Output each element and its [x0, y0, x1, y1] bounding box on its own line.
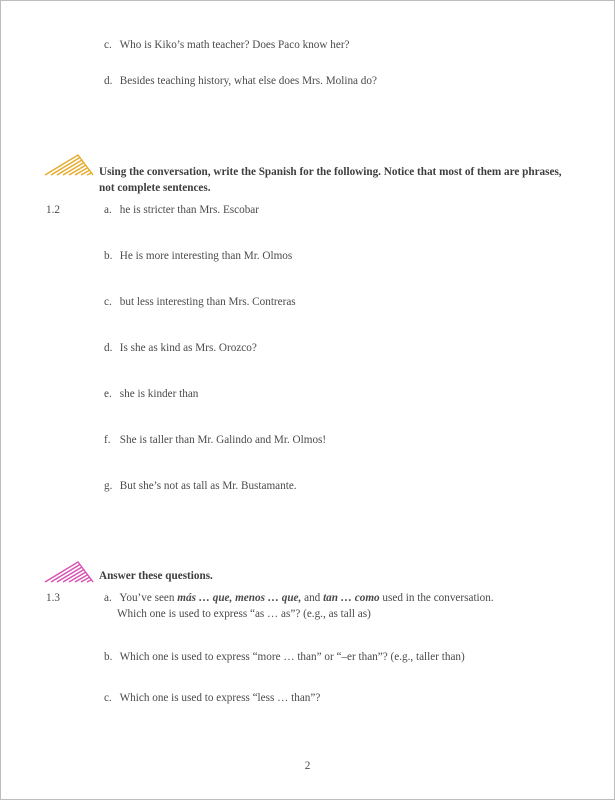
item-text: and — [301, 592, 324, 604]
item-letter: c. — [104, 296, 112, 308]
list-item — [104, 479, 297, 494]
page-number: 2 — [304, 760, 311, 772]
question-c — [104, 38, 350, 53]
item-text: But she’s not as tall as Mr. Bustamante. — [119, 480, 297, 492]
item-text: Who is Kiko’s math teacher? Does Paco know her? — [119, 39, 350, 51]
list-item — [104, 433, 326, 448]
item-letter: a. — [104, 204, 112, 216]
item-text: used in the conversation. — [379, 592, 494, 604]
item-text: she is kinder than — [119, 388, 199, 400]
item-letter: e. — [104, 388, 112, 400]
item-letter: c. — [104, 692, 112, 704]
list-item — [104, 387, 198, 402]
item-text: Besides teaching history, what else does Mrs. Molina do? — [119, 75, 377, 87]
exercise-1-2-instruction: Using the conversation, write the Spanish for the following. Notice that most of them are phrases, not complete sentences. — [99, 166, 562, 194]
item-text: he is stricter than Mrs. Escobar — [119, 204, 259, 216]
list-item — [104, 650, 465, 665]
item-letter: c. — [104, 39, 112, 51]
exercise-number: 1.3 — [46, 592, 60, 604]
item-text: Is she as kind as Mrs. Orozco? — [119, 342, 257, 354]
item-letter: a. — [104, 592, 112, 604]
item-letter: d. — [104, 75, 113, 87]
item-letter: b. — [104, 651, 113, 663]
list-item — [104, 691, 320, 706]
list-item — [104, 249, 292, 264]
item-text: He is more interesting than Mr. Olmos — [119, 250, 293, 262]
item-letter: d. — [104, 342, 113, 354]
item-letter: g. — [104, 480, 113, 492]
emphasis-term: más … que, menos … que, — [177, 592, 302, 604]
item-text: You’ve seen — [119, 592, 178, 604]
item-text: Which one is used to express “more … than” or “–er than”? (e.g., taller than) — [119, 651, 465, 663]
triangle-stripes-icon — [44, 154, 94, 176]
exercise-1-3-instruction: Answer these questions. — [99, 570, 213, 582]
list-item — [104, 591, 494, 606]
question-d — [104, 74, 377, 89]
list-item — [104, 341, 257, 356]
emphasis-term: tan … como — [323, 592, 380, 604]
item-text: She is taller than Mr. Galindo and Mr. Olmos! — [119, 434, 327, 446]
item-letter: f. — [104, 434, 111, 446]
item-letter: b. — [104, 250, 113, 262]
list-item — [104, 295, 296, 310]
exercise-number: 1.2 — [46, 204, 60, 216]
triangle-stripes-icon — [44, 561, 94, 583]
list-item-continuation: Which one is used to express “as … as”? (e.g., as tall as) — [117, 608, 371, 620]
list-item — [104, 203, 259, 218]
item-text: Which one is used to express “less … than”? — [119, 692, 321, 704]
item-text: but less interesting than Mrs. Contreras — [119, 296, 296, 308]
